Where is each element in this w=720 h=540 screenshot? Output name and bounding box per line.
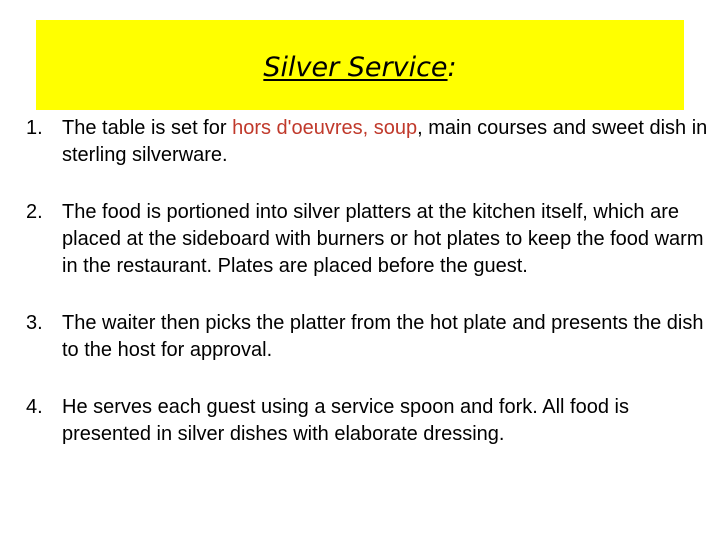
title-banner	[36, 20, 684, 110]
list-item	[24, 394, 708, 448]
list-item-text: The waiter then picks the platter from the hot plate and presents the dish to the host for approval.	[62, 312, 704, 361]
highlighted-text: hors d'oeuvres, soup	[232, 117, 418, 139]
list-item	[24, 310, 708, 364]
text-run: , main courses and sweet dish in sterling silverware.	[62, 117, 708, 166]
list-item-number: 1.	[26, 117, 43, 139]
text-run: The table is set for	[62, 117, 233, 139]
list-item-number: 4.	[26, 396, 43, 418]
list-item-text: The food is portioned into silver platters at the kitchen itself, which are placed at the sideboard with burners or hot plates to keep the food warm in the restaurant. Plates are placed before the guest.	[62, 201, 704, 277]
title-colon: :	[447, 51, 457, 83]
list-item-number: 2.	[26, 201, 43, 223]
list-item	[24, 115, 708, 169]
list-item	[24, 199, 708, 280]
list-item-text: He serves each guest using a service spoon and fork. All food is presented in silver dishes with elaborate dressing.	[62, 396, 629, 445]
page-title	[263, 50, 456, 81]
list-item-number: 3.	[26, 312, 43, 334]
numbered-list	[24, 115, 708, 478]
title-text: Silver Service	[263, 51, 448, 83]
list-item-text	[62, 117, 707, 166]
